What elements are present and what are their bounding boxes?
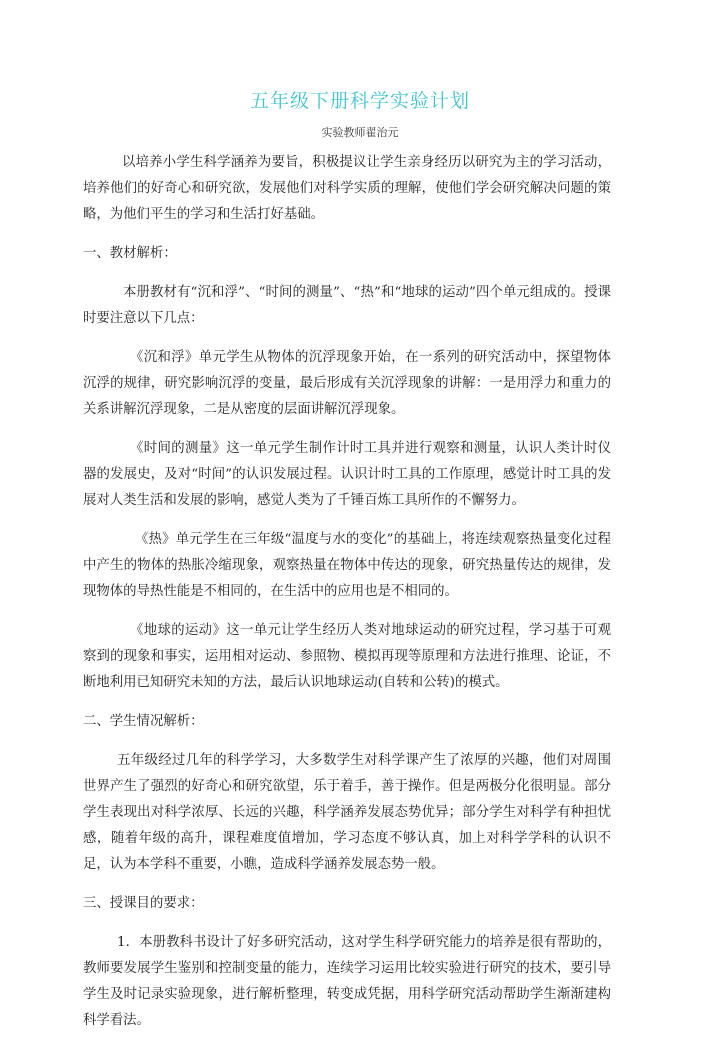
intro-paragraph: 以培养小学生科学涵养为要旨，积极提议让学生亲身经历以研究为主的学习活动，培养他们的好奇心和研究欲，发展他们对科学实质的理解，使他们学会研究解决问题的策略，为他们平生的学习和生活打好基础。 bbox=[83, 155, 611, 222]
document-author: 实验教师翟治元 bbox=[321, 126, 399, 139]
paragraph-earth-motion: 《地球的运动》这一单元让学生经历人类对地球运动的研究过程，学习基于可观察到的现象和事实，运用相对运动、参照物、模拟再现等原理和方法进行推理、论证，不断地利用已知研究未知的方法，最后认识地球运动(自转和公转)的模式。 bbox=[83, 623, 611, 690]
document-body bbox=[83, 150, 611, 1047]
section-heading-materials: 一、教材解析： bbox=[83, 246, 177, 261]
paragraph-time-measurement: 《时间的测量》这一单元学生制作计时工具并进行观察和测量，认识人类计时仪器的发展史，及对“时间”的认识发展过程。认识计时工具的工作原理，感觉计时工具的发展对人类生活和发展的影响，感觉人类为了千锤百炼工具所作的不懈努力。 bbox=[83, 441, 611, 508]
paragraph-units-overview: 本册教材有“沉和浮”、“时间的测量”、“热”和“地球的运动”四个单元组成的。授课时要注意以下几点： bbox=[83, 285, 611, 326]
document-title: 五年级下册科学实验计划 bbox=[249, 90, 470, 112]
section-heading-goals: 三、授课目的要求： bbox=[83, 896, 204, 911]
paragraph-goal-1: 1．本册教科书设计了好多研究活动，这对学生科学研究能力的培养是很有帮助的，教师要发展学生鉴别和控制变量的能力，连续学习运用比较实验进行研究的技术，要引导学生及时记录实验现象，进行解析整理，转变成凭据，用科学研究活动帮助学生渐渐建构科学看法。 bbox=[83, 935, 611, 1028]
paragraph-sink-float: 《沉和浮》单元学生从物体的沉浮现象开始，在一系列的研究活动中，探望物体沉浮的规律，研究影响沉浮的变量，最后形成有关沉浮现象的讲解：一是用浮力和重力的关系讲解沉浮现象，二是从密度的层面讲解沉浮现象。 bbox=[83, 350, 611, 417]
section-heading-students: 二、学生情况解析： bbox=[83, 714, 204, 729]
paragraph-students-analysis: 五年级经过几年的科学学习，大多数学生对科学课产生了浓厚的兴趣，他们对周围世界产生了强烈的好奇心和研究欲望，乐于着手，善于操作。但是两极分化很明显。部分学生表现出对科学浓厚、长远的兴趣，科学涵养发展态势优异；部分学生对科学有种担忧感，随着年级的高升，课程难度值增加，学习态度不够认真，加上对科学学科的认识不足，认为本学科不重要，小瞧，造成科学涵养发展态势一般。 bbox=[83, 753, 611, 872]
paragraph-heat: 《热》单元学生在三年级“温度与水的变化”的基础上，将连续观察热量变化过程中产生的物体的热胀冷缩现象，观察热量在物体中传达的现象，研究热量传达的规律，发现物体的导热性能是不相同的，在生活中的应用也是不相同的。 bbox=[83, 532, 611, 599]
